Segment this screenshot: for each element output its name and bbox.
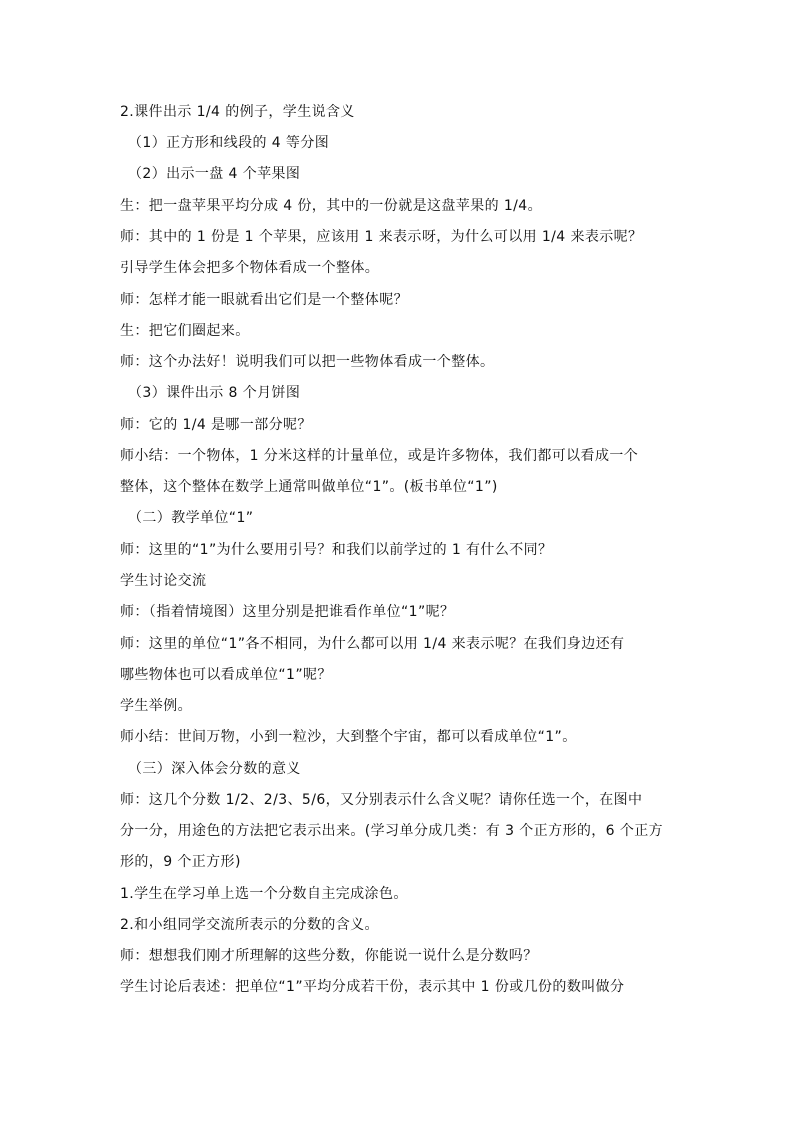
text-line-26: 1.学生在学习单上选一个分数自主完成涂色。 xyxy=(120,886,408,902)
text-line-20: 学生举例。 xyxy=(120,698,192,714)
text-line-1: 2.课件出示 1/4 的例子，学生说含义 xyxy=(120,104,355,120)
text-line-3: （2）出示一盘 4 个苹果图 xyxy=(128,166,301,182)
text-line-23: 师：这几个分数 1/2、2/3、5/6，又分别表示什么含义呢？请你任选一个，在图中 xyxy=(120,792,643,808)
text-line-24: 分一分，用途色的方法把它表示出来。(学习单分成几类：有 3 个正方形的，6 个正方 xyxy=(120,823,664,839)
text-line-12: 师小结：一个物体，1 分米这样的计量单位，或是许多物体，我们都可以看成一个 xyxy=(120,448,639,464)
text-line-28: 师：想想我们刚才所理解的这些分数，你能说一说什么是分数吗？ xyxy=(120,948,538,964)
text-line-14: （二）教学单位“1” xyxy=(128,510,254,526)
text-line-2: （1）正方形和线段的 4 等分图 xyxy=(128,135,330,151)
text-line-13: 整体，这个整体在数学上通常叫做单位“1”。(板书单位“1”) xyxy=(120,479,498,495)
text-line-8: 生：把它们圈起来。 xyxy=(120,323,250,339)
text-line-17: 师：（指着情境图）这里分别是把谁看作单位“1”呢？ xyxy=(120,604,455,620)
text-line-25: 形的，9 个正方形) xyxy=(120,854,241,870)
text-line-15: 师：这里的“1”为什么要用引号？和我们以前学过的 1 有什么不同？ xyxy=(120,542,553,558)
text-line-29: 学生讨论后表述：把单位“1”平均分成若干份，表示其中 1 份或几份的数叫做分 xyxy=(120,979,625,995)
text-line-27: 2.和小组同学交流所表示的分数的含义。 xyxy=(120,917,379,933)
text-line-18: 师：这里的单位“1”各不相同，为什么都可以用 1/4 来表示呢？在我们身边还有 xyxy=(120,636,625,652)
text-line-19: 哪些物体也可以看成单位“1”呢？ xyxy=(120,667,332,683)
text-line-10: （3）课件出示 8 个月饼图 xyxy=(128,385,301,401)
text-line-9: 师：这个办法好！说明我们可以把一些物体看成一个整体。 xyxy=(120,354,495,370)
text-line-22: （三）深入体会分数的意义 xyxy=(128,761,301,777)
text-line-21: 师小结：世间万物，小到一粒沙，大到整个宇宙，都可以看成单位“1”。 xyxy=(120,729,577,745)
text-line-5: 师：其中的 1 份是 1 个苹果，应该用 1 来表示呀，为什么可以用 1/4 来表示呢？ xyxy=(120,229,643,245)
text-line-16: 学生讨论交流 xyxy=(120,573,207,589)
text-line-7: 师：怎样才能一眼就看出它们是一个整体呢？ xyxy=(120,292,408,308)
text-line-4: 生：把一盘苹果平均分成 4 份，其中的一份就是这盘苹果的 1/4。 xyxy=(120,198,542,214)
text-line-11: 师：它的 1/4 是哪一部分呢？ xyxy=(120,417,312,433)
text-line-6: 引导学生体会把多个物体看成一个整体。 xyxy=(120,260,380,276)
